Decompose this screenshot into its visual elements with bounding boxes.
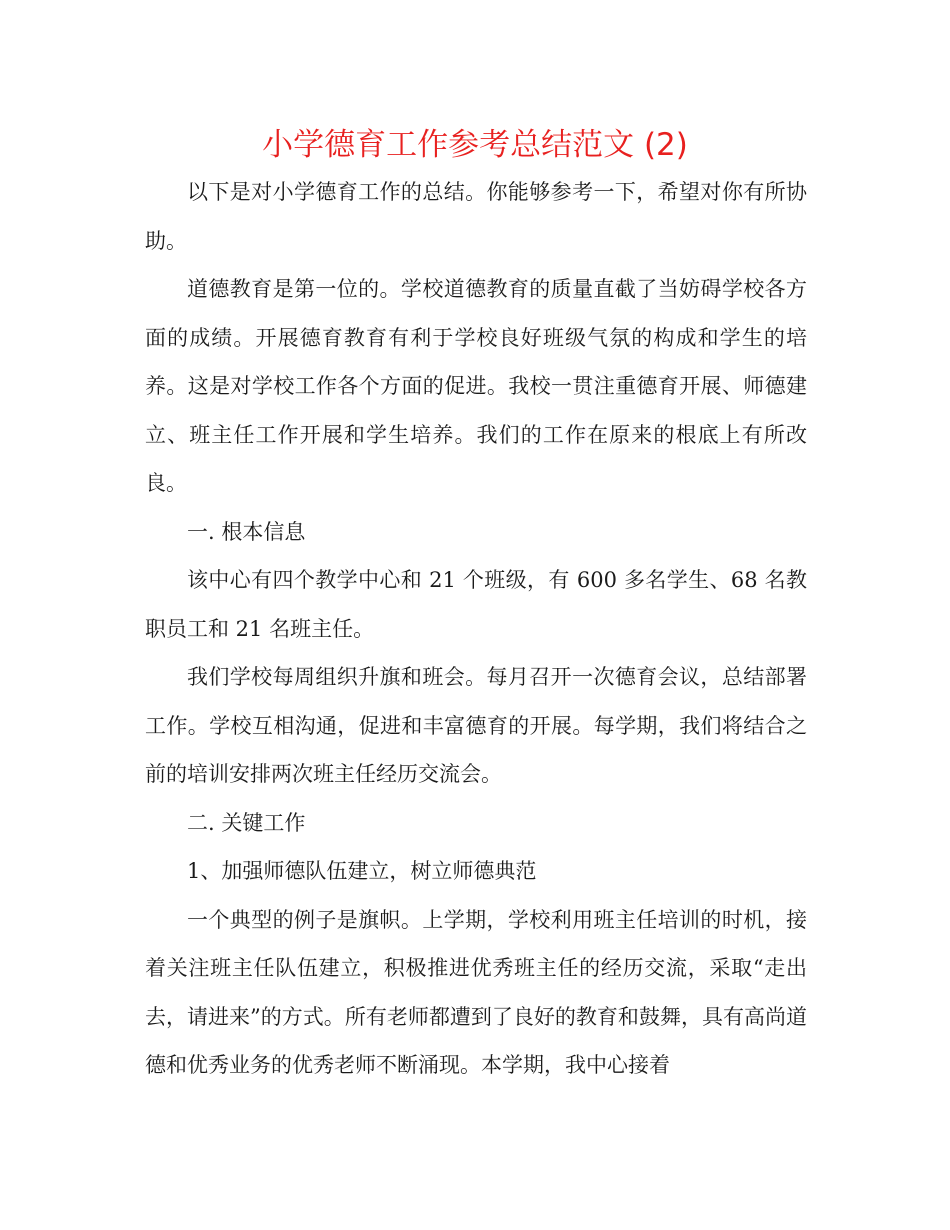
document-title: 小学德育工作参考总结范文 (2) [262,127,688,163]
paragraph-moral-education: 道德教育是第一位的。学校道德教育的质量直截了当妨碍学校各方面的成绩。开展德育教育有利于学校良好班级气氛的构成和学生的培养。这是对学校工作各个方面的促进。我校一贯注重德育开展、师德建立、班主任工作开展和学生培养。我们的工作在原来的根底上有所改良。 [145,277,807,495]
paragraph-weekly-activities: 我们学校每周组织升旗和班会。每月召开一次德育会议，总结部署工作。学校互相沟通，促进和丰富德育的开展。每学期，我们将结合之前的培训安排两次班主任经历交流会。 [145,665,807,786]
paragraph-teacher-example: 一个典型的例子是旗帜。上学期，学校利用班主任培训的时机，接着关注班主任队伍建立，积极推进优秀班主任的经历交流，采取“走出去，请进来”的方式。所有老师都遭到了良好的教育和鼓舞，具有高尚道德和优秀业务的优秀老师不断涌现。本学期，我中心接着 [145,907,807,1077]
paragraph-center-stats: 该中心有四个教学中心和 21 个班级，有 600 多名学生、68 名教职员工和 21 名班主任。 [145,568,807,641]
section-heading-key-work: 二. 关键工作 [187,810,306,835]
section-heading-basic-info: 一. 根本信息 [187,519,306,544]
paragraph-intro: 以下是对小学德育工作的总结。你能够参考一下，希望对你有所协助。 [145,180,807,253]
subsection-heading-teacher-ethics: 1、加强师德队伍建立，树立师德典范 [187,859,537,883]
document-body [145,168,807,1090]
